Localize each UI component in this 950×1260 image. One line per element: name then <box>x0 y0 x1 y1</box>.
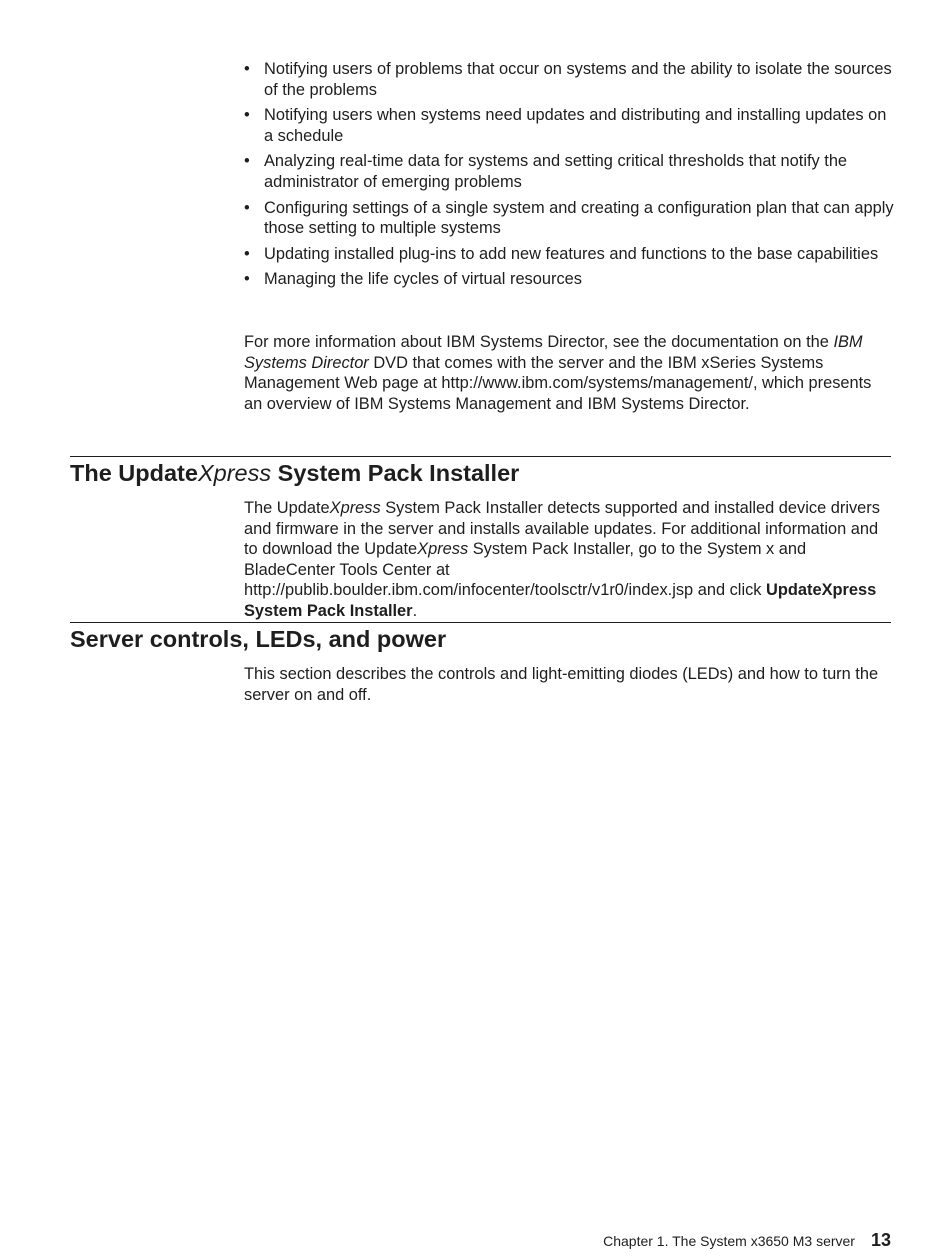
bullet-glyph: • <box>244 244 250 263</box>
bullet-text: Notifying users when systems need updates and distributing and installing updates on a schedule <box>264 106 887 145</box>
footer-chapter: Chapter 1. The System x3650 M3 server <box>603 1233 855 1249</box>
body-text-end: . <box>412 601 418 620</box>
server-controls-paragraph: This section describes the controls and light-emitting diodes (LEDs) and how to turn the server on and off. <box>244 665 879 704</box>
bullet-item <box>244 198 894 239</box>
updatexpress-paragraph <box>244 498 894 622</box>
more-info-text: For more information about IBM Systems Director, see the documentation on the <box>244 333 834 351</box>
bullet-text: Updating installed plug-ins to add new features and functions to the base capabilities <box>264 244 879 263</box>
bullet-text: Managing the life cycles of virtual resources <box>264 270 582 289</box>
more-info-text-cont: DVD that comes with the server and the IBM xSeries Systems Management Web page at http://www.ibm.com/systems/management/, which presents an overview of IBM Systems Management and IBM Systems Director. <box>244 353 872 413</box>
installer-link-label: UpdateXpress System Pack Installer <box>244 581 877 620</box>
bullet-item <box>244 105 894 146</box>
section-heading-server-controls: Server controls, LEDs, and power <box>70 626 447 652</box>
bullet-glyph: • <box>244 198 250 217</box>
body-text: System Pack Installer, go to the System x and BladeCenter Tools Center at http://publib.boulder.ibm.com/infocenter/toolsctr/v1r0/index.jsp and click <box>244 540 807 600</box>
bullet-glyph: • <box>244 60 250 78</box>
bullet-item <box>244 269 894 290</box>
bullet-glyph: • <box>244 152 250 171</box>
heading-italic: Xpress <box>197 460 272 486</box>
heading-text: The Update <box>70 460 198 486</box>
page-footer <box>603 1230 891 1251</box>
body-text: System Pack Installer detects supported and installed device drivers and firmware in the server and installs available updates. For additional information and to download the Update <box>244 499 880 559</box>
bullet-item <box>244 151 894 192</box>
bullet-text: Analyzing real-time data for systems and setting critical thresholds that notify the administrator of emerging problems <box>264 152 848 191</box>
section-divider <box>70 622 891 623</box>
section-heading-updatexpress <box>70 459 519 487</box>
page-number: 13 <box>870 1230 891 1250</box>
bullet-text: Configuring settings of a single system and creating a configuration plan that can apply those setting to multiple systems <box>264 198 894 238</box>
body-text: The Update <box>244 499 330 517</box>
body-italic: Xpress <box>329 499 381 517</box>
dvd-title: IBM Systems Director <box>244 333 863 372</box>
section-divider <box>70 456 891 457</box>
heading-text-cont: System Pack Installer <box>271 460 520 486</box>
bullet-text: Notifying users of problems that occur on systems and the ability to isolate the sources of the problems <box>264 60 892 99</box>
bullet-glyph: • <box>244 106 250 125</box>
bullet-item <box>244 244 894 265</box>
capabilities-bullet-list <box>244 59 894 295</box>
bullet-glyph: • <box>244 270 250 289</box>
bullet-item <box>244 59 894 100</box>
more-info-paragraph <box>244 332 894 414</box>
body-italic: Xpress <box>417 540 469 559</box>
